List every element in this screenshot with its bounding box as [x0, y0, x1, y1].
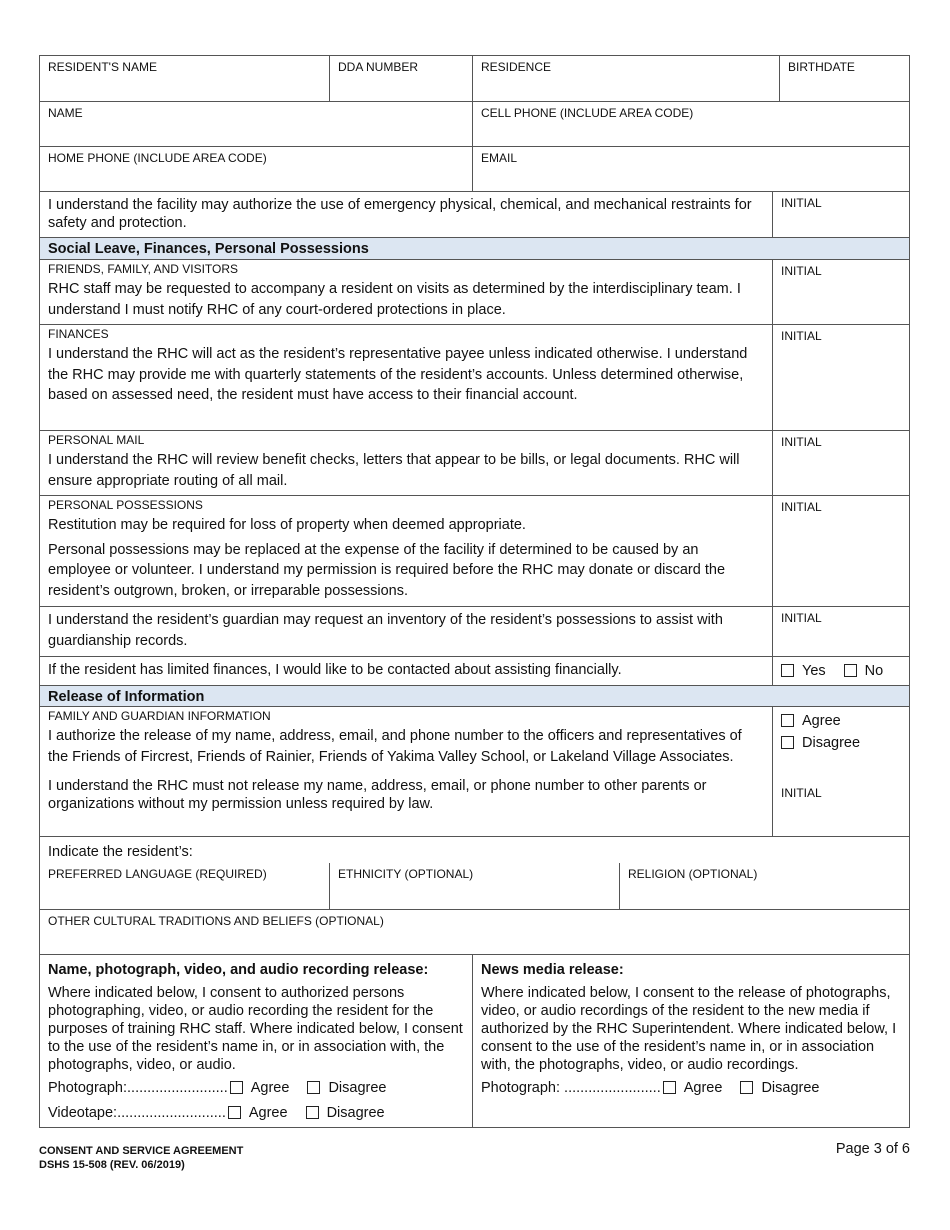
mail-initial-field[interactable]	[773, 431, 909, 495]
finances-label: FINANCES	[48, 327, 109, 341]
possessions-row	[40, 496, 909, 607]
name-photo-release-text: Where indicated below, I consent to authorized persons photographing, video, or audio recording the resident for the purposes of training RHC staff. Where indicated below, I consent to the use of the resident’s name in, or in association with, the photographs, video, or audio.	[48, 984, 463, 1073]
restraints-cell	[40, 192, 773, 237]
header-row-2	[40, 102, 909, 147]
disagree-label: Disagree	[802, 734, 861, 751]
no-label: No	[864, 663, 884, 679]
mail-cell	[40, 431, 773, 495]
friends-text: RHC staff may be requested to accompany a resident on visits as determined by the interdisciplinary team. I understand I must notify RHC of any court-ordered protections in place.	[48, 281, 741, 318]
possessions-label: PERSONAL POSSESSIONS	[48, 498, 203, 512]
disagree-checkbox[interactable]	[781, 736, 794, 749]
news-photo-disagree-checkbox[interactable]	[740, 1081, 753, 1094]
language-field[interactable]	[40, 863, 330, 910]
birthdate-label: BIRTHDATE	[788, 60, 855, 74]
initial-label: INITIAL	[781, 500, 822, 514]
family-guardian-label: FAMILY AND GUARDIAN INFORMATION	[48, 709, 271, 723]
home-phone-label: HOME PHONE (INCLUDE AREA CODE)	[48, 151, 267, 165]
video-disagree-checkbox[interactable]	[306, 1106, 319, 1119]
finances-text: I understand the RHC will act as the resident’s representative payee unless indicated otherwise. I understand the RHC may provide me with quarterly statements of the resident’s accounts. Unless determined otherwise, based on assessed need, the resident must have access to their financial account.	[48, 346, 748, 403]
no-checkbox[interactable]	[844, 664, 857, 677]
header-row-3	[40, 147, 909, 192]
cultural-row	[40, 837, 909, 910]
cell-phone-field[interactable]	[473, 102, 909, 146]
initial-label: INITIAL	[781, 329, 822, 343]
agree-label: Agree	[802, 713, 841, 729]
section-social-header: Social Leave, Finances, Personal Possessions	[40, 238, 909, 260]
form-number: DSHS 15-508 (REV. 06/2019)	[39, 1159, 185, 1171]
news-media-release-title: News media release:	[481, 962, 624, 978]
photo-agree-checkbox[interactable]	[230, 1081, 243, 1094]
news-media-release-text: Where indicated below, I consent to the release of photographs, video, or audio recordings of the resident to the new media if authorized by the RHC Superintendent. Where indicated below, I consent to the use of the resident’s name in, or in association with, the photographs, video, or audio recordings.	[481, 984, 897, 1073]
language-label: PREFERRED LANGUAGE (REQUIRED)	[48, 866, 267, 881]
news-photograph-label: Photograph: ........................	[481, 1079, 661, 1096]
mail-text: I understand the RHC will review benefit checks, letters that appear to be bills, or legal documents. RHC will ensure appropriate routing of all mail.	[48, 452, 740, 489]
initial-label: INITIAL	[781, 611, 822, 625]
photograph-line	[48, 1076, 464, 1101]
yes-label: Yes	[802, 663, 826, 679]
news-photo-agree-label: Agree	[683, 1079, 723, 1096]
dda-number-field[interactable]	[330, 56, 473, 101]
mail-row	[40, 431, 909, 496]
news-photograph-line	[481, 1076, 901, 1100]
finances-row	[40, 325, 909, 431]
indicate-text: Indicate the resident’s:	[48, 844, 193, 860]
residents-name-field[interactable]	[40, 56, 330, 101]
friends-row	[40, 260, 909, 325]
religion-field[interactable]	[620, 863, 909, 910]
birthdate-field[interactable]	[780, 56, 909, 101]
friends-label: FRIENDS, FAMILY, AND VISITORS	[48, 262, 239, 276]
restraints-text: I understand the facility may authorize the use of emergency physical, chemical, and mechanical restraints for safety and protection.	[48, 197, 752, 231]
limited-finances-row	[40, 657, 909, 686]
other-cultural-field[interactable]	[40, 910, 909, 954]
inventory-initial-field[interactable]	[773, 607, 909, 656]
restraints-row	[40, 192, 909, 238]
email-field[interactable]	[473, 147, 909, 191]
family-guardian-row	[40, 707, 909, 837]
header-row-1	[40, 56, 909, 102]
limited-finances-text: If the resident has limited finances, I would like to be contacted about assisting financially.	[48, 662, 622, 678]
yes-checkbox[interactable]	[781, 664, 794, 677]
form-frame	[39, 55, 910, 1128]
page-number: Page 3 of 6	[835, 1141, 910, 1157]
other-cultural-row	[40, 910, 909, 955]
inventory-cell	[40, 607, 773, 656]
finances-initial-field[interactable]	[773, 325, 909, 430]
limited-finances-options	[773, 657, 909, 685]
video-agree-checkbox[interactable]	[228, 1106, 241, 1119]
ethnicity-label: ETHNICITY (OPTIONAL)	[338, 866, 474, 881]
residence-field[interactable]	[473, 56, 780, 101]
name-field[interactable]	[40, 102, 473, 146]
initial-label: INITIAL	[781, 264, 822, 278]
religion-label: RELIGION (OPTIONAL)	[628, 866, 758, 881]
photograph-label: Photograph:.........................	[48, 1079, 228, 1096]
agree-checkbox[interactable]	[781, 714, 794, 727]
mail-label: PERSONAL MAIL	[48, 433, 145, 447]
residence-label: RESIDENCE	[481, 60, 552, 74]
must-not-release-text: I understand the RHC must not release my name, address, email, or phone number to other parents or organizations without my permission unless required by law.	[48, 778, 707, 812]
initial-label: INITIAL	[781, 196, 822, 210]
section-release-header: Release of Information	[40, 686, 909, 707]
residents-name-label: RESIDENT'S NAME	[48, 60, 157, 74]
initial-label: INITIAL	[781, 786, 822, 800]
cell-phone-label: CELL PHONE (INCLUDE AREA CODE)	[481, 106, 694, 120]
dda-number-label: DDA NUMBER	[338, 60, 419, 74]
home-phone-field[interactable]	[40, 147, 473, 191]
possessions-initial-field[interactable]	[773, 496, 909, 606]
possessions-cell	[40, 496, 773, 606]
news-media-release-cell	[473, 955, 909, 1127]
news-photo-agree-checkbox[interactable]	[663, 1081, 676, 1094]
photo-agree-label: Agree	[250, 1079, 290, 1096]
restraints-initial-field[interactable]	[773, 192, 909, 237]
form-title: CONSENT AND SERVICE AGREEMENT	[39, 1145, 244, 1157]
friends-initial-field[interactable]	[773, 260, 909, 324]
photo-disagree-checkbox[interactable]	[307, 1081, 320, 1094]
name-photo-release-title: Name, photograph, video, and audio recording release:	[48, 962, 429, 978]
photo-disagree-label: Disagree	[328, 1079, 387, 1096]
email-label: EMAIL	[481, 151, 518, 165]
finances-cell	[40, 325, 773, 430]
videotape-line	[48, 1101, 464, 1126]
family-guardian-text: I authorize the release of my name, address, email, and phone number to the officers and representatives of the Friends of Fircrest, Friends of Rainier, Friends of Yakima Valley School, or Lakeland Village Associates.	[48, 728, 742, 765]
name-label: NAME	[48, 106, 83, 120]
inventory-text: I understand the resident’s guardian may request an inventory of the resident’s possessions to assist with guardianship records.	[48, 612, 723, 649]
videotape-label: Videotape:...........................	[48, 1104, 226, 1121]
possessions-text-1: Restitution may be required for loss of property when deemed appropriate.	[48, 517, 526, 533]
ethnicity-field[interactable]	[330, 863, 620, 910]
form-footer	[39, 1144, 243, 1172]
initial-label: INITIAL	[781, 435, 822, 449]
media-row	[40, 955, 909, 1127]
possessions-text-2: Personal possessions may be replaced at the expense of the facility if determined to be caused by an employee or volunteer. I understand my permission is required before the RHC may donate or discard the resident’s outgrown, broken, or irreparable possessions.	[48, 541, 726, 599]
friends-cell	[40, 260, 773, 324]
family-guardian-options	[773, 707, 909, 836]
news-photo-disagree-label: Disagree	[761, 1079, 820, 1096]
other-cultural-label: OTHER CULTURAL TRADITIONS AND BELIEFS (OPTIONAL)	[48, 914, 384, 928]
video-agree-label: Agree	[248, 1104, 288, 1121]
video-disagree-label: Disagree	[326, 1104, 385, 1121]
family-guardian-cell	[40, 707, 773, 836]
name-photo-release-cell	[40, 955, 473, 1127]
inventory-row	[40, 607, 909, 657]
limited-finances-cell	[40, 657, 773, 685]
